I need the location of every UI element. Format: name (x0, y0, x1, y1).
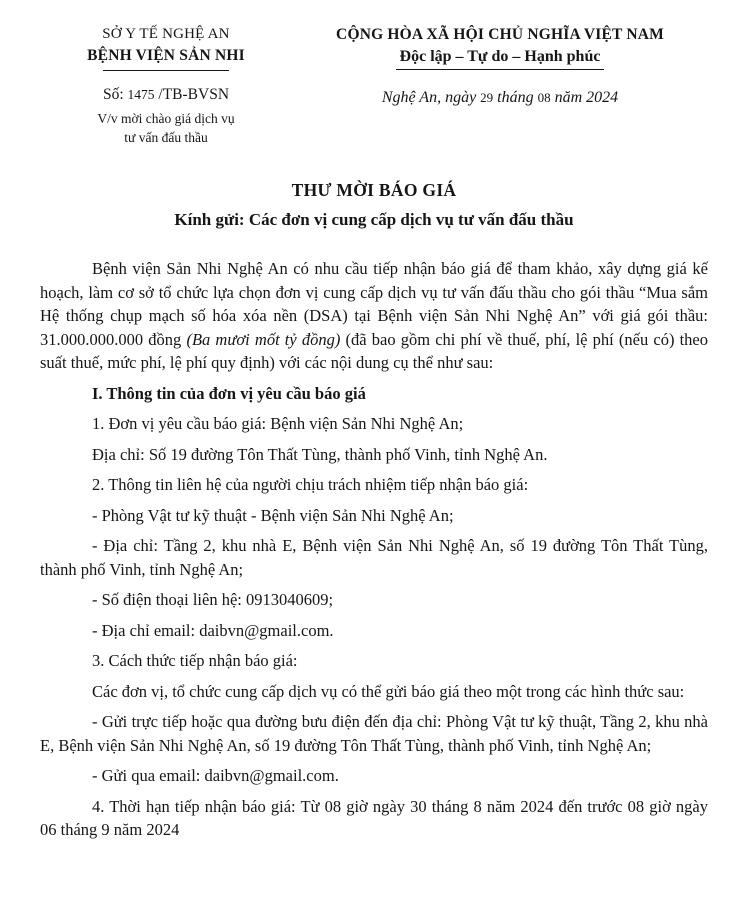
doc-number-suffix: /TB-BVSN (158, 86, 230, 103)
intro-segment-1: Bệnh viện Sản Nhi Nghệ An có nhu cầu tiếp nhận báo giá để tham khảo, xây dựng giá kế hoạch, làm cơ sở tổ chức lựa chọn đơn vị cung cấp dịch vụ tư vấn đấu thầu cho gói thầu “Mua sắm Hệ thống chụp mạch số hóa xóa nền (DSA) tại Bệnh viện Sản Nhi Nghệ An” với giá gói thầu: 31.000.000.000 đồng (40, 259, 708, 349)
date-line (292, 89, 708, 107)
national-motto (292, 45, 708, 70)
item-1-requesting-unit: 1. Đơn vị yêu cầu báo giá: Bệnh viện Sản Nhi Nghệ An; (92, 414, 464, 433)
section-1-heading: I. Thông tin của đơn vị yêu cầu báo giá (92, 383, 366, 403)
item-contact-address: - Địa chỉ: Tầng 2, khu nhà E, Bệnh viện Sản Nhi Nghệ An, số 19 đường Tôn Thất Tùng, thành phố Vinh, tỉnh Nghệ An; (40, 536, 708, 579)
doc-number-value: 1475 (127, 87, 155, 102)
item-contact-department: - Phòng Vật tư kỹ thuật - Bệnh viện Sản Nhi Nghệ An; (92, 505, 454, 525)
item-contact-email: - Địa chỉ email: daibvn@gmail.com. (92, 620, 334, 640)
date-year: năm 2024 (554, 89, 619, 106)
national-motto-text: Độc lập – Tự do – Hạnh phúc (396, 45, 605, 70)
org-underline-rule (103, 70, 229, 71)
date-prefix: Nghệ An, ngày (381, 89, 477, 106)
org-name: BỆNH VIỆN SẢN NHI (87, 47, 245, 64)
item-contact-phone: - Số điện thoại liên hệ: 0913040609; (92, 590, 334, 609)
item-4-deadline: 4. Thời hạn tiếp nhận báo giá: Từ 08 giờ ngày 30 tháng 8 năm 2024 đến trước 08 giờ ngày 06 tháng 9 năm 2024 (40, 796, 708, 839)
document-title: THƯ MỜI BÁO GIÁ (291, 180, 457, 200)
doc-subject-line2: tư vấn đấu thầu (124, 130, 208, 145)
document-header (40, 24, 708, 147)
item-3-submission-method: 3. Cách thức tiếp nhận báo giá: (92, 651, 298, 670)
date-month: 08 (537, 90, 551, 105)
doc-subject-line1: V/v mời chào giá dịch vụ (97, 111, 235, 126)
amount-in-words: (Ba mươi mốt tỷ đồng) (186, 329, 341, 349)
title-block (40, 180, 708, 230)
item-2-contact-info: 2. Thông tin liên hệ của người chịu trách nhiệm tiếp nhận báo giá: (92, 475, 529, 494)
issuing-org-block (40, 24, 292, 147)
national-motto-block (292, 24, 708, 107)
item-unit-address: Địa chỉ: Số 19 đường Tôn Thất Tùng, thành phố Vinh, tỉnh Nghệ An. (92, 444, 548, 464)
date-month-word: tháng (497, 89, 534, 106)
national-name: CỘNG HÒA XÃ HỘI CHỦ NGHĨA VIỆT NAM (336, 26, 664, 43)
intro-paragraph (40, 257, 708, 375)
date-day: 29 (480, 90, 494, 105)
doc-number-line (40, 84, 292, 105)
item-submission-intro: Các đơn vị, tổ chức cung cấp dịch vụ có thể gửi báo giá theo một trong các hình thức sau: (92, 681, 685, 701)
org-parent-name: SỞ Y TẾ NGHỆ AN (102, 26, 230, 42)
doc-number-label: Số: (102, 86, 124, 103)
item-submission-email: - Gửi qua email: daibvn@gmail.com. (92, 766, 339, 785)
document-body (40, 257, 708, 842)
salutation-line: Kính gửi: Các đơn vị cung cấp dịch vụ tư vấn đấu thầu (174, 210, 574, 229)
item-submission-direct: - Gửi trực tiếp hoặc qua đường bưu điện đến địa chỉ: Phòng Vật tư kỹ thuật, Tầng 2, khu nhà E, Bệnh viện Sản Nhi Nghệ An, số 19 đường Tôn Thất Tùng, thành phố Vinh, tỉnh Nghệ An; (40, 712, 708, 755)
intro-segment-3: (đã bao gồm chi phí về thuế, phí, lệ phí (nếu có) theo suất thuế, mức phí, lệ phí quy định) với các nội dung cụ thể như sau: (40, 329, 709, 372)
doc-subject (40, 109, 292, 147)
